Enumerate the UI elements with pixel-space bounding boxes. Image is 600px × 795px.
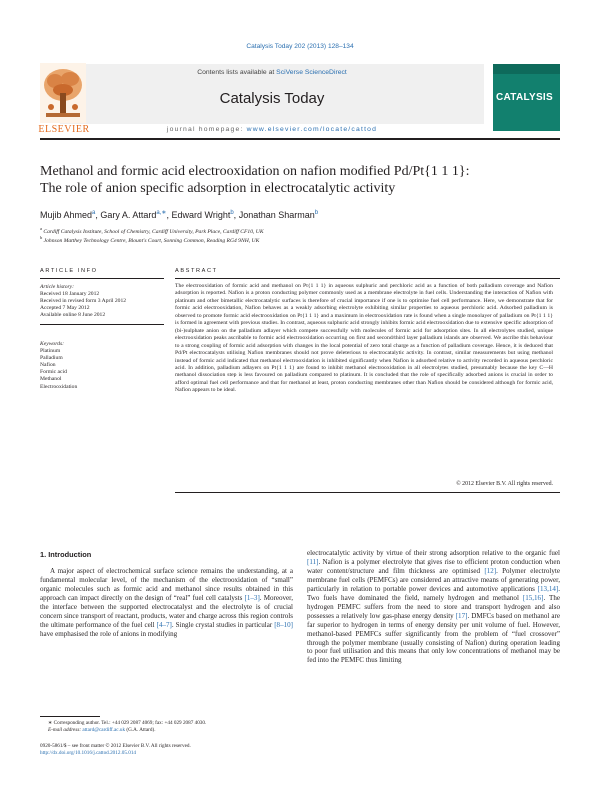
email-label: E-mail address: bbox=[48, 727, 83, 733]
journal-homepage-line bbox=[60, 126, 484, 133]
corresponding-author-footnote bbox=[48, 720, 293, 734]
email-suffix: (G.A. Attard). bbox=[125, 727, 156, 733]
keyword: Formic acid bbox=[40, 369, 67, 376]
body-text: electrocatalytic activity by virtue of their strong adsorption relative to the organic fuel bbox=[307, 549, 560, 557]
keywords-block bbox=[40, 341, 165, 391]
publisher-wordmark: ELSEVIER bbox=[38, 124, 90, 135]
intro-right-column bbox=[307, 549, 560, 665]
homepage-link[interactable]: www.elsevier.com/locate/cattod bbox=[246, 126, 378, 133]
author-name: Gary A. Attard bbox=[100, 210, 157, 220]
affiliation-text: Cardiff Catalysis Institute, School of Chemistry, Cardiff University, Park Place, Cardiff CF10, UK bbox=[43, 228, 264, 235]
affiliation-mark: b bbox=[40, 235, 43, 240]
author-affiliation-mark[interactable]: a bbox=[92, 210, 96, 216]
article-info-rule bbox=[40, 278, 164, 279]
keyword: Nafion bbox=[40, 362, 56, 369]
title-line-2: The role of anion specific adsorption in electrocatalytic activity bbox=[40, 181, 396, 196]
article-info-heading: ARTICLE INFO bbox=[40, 268, 98, 274]
journal-title: Catalysis Today bbox=[219, 90, 325, 107]
keywords-label: Keywords: bbox=[40, 341, 65, 347]
author-separator: , bbox=[233, 210, 239, 220]
keyword: Palladium bbox=[40, 355, 63, 362]
keyword: Platinum bbox=[40, 348, 61, 355]
abstract-text: The electrooxidation of formic acid and methanol on Pt{1 1 1} in aqueous sulphuric and perchloric acid as a function of both palladium coverage and Nafion adsorption is reported. Nafion is a proton conducting polymer commonly used as a membrane electrolyte in fuel cells. Understanding the interaction of Nafion with platinum and other bimetallic electrocatalytic surfaces is therefore of crucial importance if one is to optimise fuel cell performance. Here, we demonstrate that for formic acid electrooxidation, Nafion behaves as a weakly adsorbing electrolyte exhibiting similar properties to aqueous perchloric acid. Adsorbed palladium is observed to promote formic acid electrooxidation on Pt{1 1 1} and a maximum in electrooxidation rate is found when a single monolayer of palladium on Pt{1 1 1} is formed in agreement with previous studies. In contrast, aqueous sulphuric acid strongly inhibits formic acid electrooxidation due to extensive specific adsorption of (bi-)sulphate anion on the palladium adlayer which compete successfully with molecules of formic acid for adsorption sites. In all electrolytes studied, unique electrooxidation peaks ascribable to formic acid electrooxidation occurring on first and second/third layer palladium islands are observed. We ascribe this behaviour to a strong coupling of formic acid adsorption with changes in the local potential of zero total charge as a function of palladium coverage. Hence, it is deduced that Pd/Pt electrocatalysts utilising Nafion membranes should not prove deleterious to electrocatalytic activity. In contrast, similar measurements but using methanol instead of formic acid indicated that methanol electrooxidation is inhibited significantly when Nafion is adsorbed relative to activity recorded in aqueous perchloric acid. In addition, palladium adlayers on Pt{1 1 1} are found to inhibit methanol electrooxidation in all electrolytes studied, presumably because the key C—H methanol dissociation step is less favoured on palladium compared to platinum. It is concluded that the role of specifically adsorbed anions is crucial in order to afford optimal fuel cell performance and that for methanol at least, proton conducting membranes other than Nafion should be considered although for formic acid, Nafion appears to be ideal. bbox=[175, 283, 553, 394]
history-entry: Received 18 January 2012 bbox=[40, 291, 100, 298]
elsevier-tree-logo bbox=[40, 63, 86, 123]
body-text: . The hydrogen PEMFC suffers from the need to store and transport hydrogen and also possesses a relatively low gas-phase energy density bbox=[307, 593, 560, 620]
abstract-copyright: © 2012 Elsevier B.V. All rights reserved. bbox=[456, 481, 553, 487]
citation-link[interactable]: [12] bbox=[484, 566, 497, 575]
author-name: Mujib Ahmed bbox=[40, 210, 93, 220]
citation-link[interactable]: [17] bbox=[455, 611, 468, 620]
running-head[interactable]: Catalysis Today 202 (2013) 128–134 bbox=[246, 43, 354, 50]
citation-link[interactable]: [8–10] bbox=[274, 620, 293, 629]
citation-link[interactable]: [11] bbox=[307, 557, 319, 566]
journal-cover-image bbox=[493, 64, 560, 131]
body-text: have emphasised the role of anions in modifying bbox=[40, 629, 178, 638]
abstract-rule bbox=[175, 278, 560, 279]
citation-link[interactable]: [13,14] bbox=[537, 584, 559, 593]
corresponding-author: ∗ Corresponding author. Tel.: +44 029 2087 4069; fax: +44 029 2087 4030. bbox=[48, 720, 207, 726]
email-link[interactable]: attard@cardiff.ac.uk bbox=[82, 727, 126, 733]
contents-line bbox=[60, 69, 484, 76]
author-name: Edward Wright bbox=[171, 210, 231, 220]
author-list bbox=[40, 209, 560, 220]
article-history bbox=[40, 284, 165, 319]
body-text: . Nafion is a polymer electrolyte that gives rise to efficient proton conduction when water content/structure and film thickness are optimised bbox=[307, 557, 560, 575]
author-affiliation-mark[interactable]: a,∗ bbox=[156, 210, 167, 216]
email-line bbox=[48, 727, 293, 734]
homepage-prefix: journal homepage: bbox=[166, 126, 247, 133]
cover-top-band bbox=[493, 64, 560, 74]
author-affiliation-mark[interactable]: b bbox=[230, 210, 234, 216]
history-entry: Received in revised form 3 April 2012 bbox=[40, 298, 127, 305]
history-label: Article history: bbox=[40, 284, 75, 290]
sciencedirect-link[interactable]: SciVerse ScienceDirect bbox=[276, 69, 347, 76]
issn-line: 0920-5861/$ – see front matter © 2012 Elsevier B.V. All rights reserved. bbox=[40, 743, 191, 749]
author-separator: , bbox=[166, 210, 172, 220]
article-title bbox=[40, 163, 560, 197]
keyword: Electrooxidation bbox=[40, 383, 78, 390]
affiliation-text: Johnson Matthey Technology Centre, Blount's Court, Sonning Common, Reading RG4 9NH, UK bbox=[43, 237, 260, 244]
footnote-rule bbox=[40, 716, 100, 717]
body-text: A major aspect of electrochemical surface science remains the understanding, at a fundamental molecular level, of the mechanism of the electrooxidation of “small” organic molecules such as formic acid and methanol since results obtained in this approach can impact directly on the design of “real” fuel cell catalysts bbox=[40, 567, 293, 602]
issn-footnote bbox=[40, 743, 340, 757]
title-line-1: Methanol and formic acid electrooxidation on nafion modified Pd/Pt{1 1 1}: bbox=[40, 164, 470, 179]
history-entry: Accepted 7 May 2012 bbox=[40, 305, 90, 312]
intro-left-column bbox=[40, 567, 293, 639]
doi-link[interactable]: http://dx.doi.org/10.1016/j.cattod.2012.05.014 bbox=[40, 750, 137, 756]
abstract-bottom-rule bbox=[175, 492, 560, 493]
masthead-divider bbox=[40, 138, 560, 140]
contents-prefix: Contents lists available at bbox=[197, 69, 277, 76]
introduction-heading: 1. Introduction bbox=[40, 550, 92, 559]
affiliation-a bbox=[40, 226, 560, 235]
body-text: . Two fuels have dominated the field, namely hydrogen and methanol bbox=[307, 584, 560, 602]
author-name: Jonathan Sharman bbox=[238, 210, 315, 220]
body-text: . Moreover, the interface between the supported electrocatalyst and the electrolyte is of crucial concern since transport of reactant, products, water and charge across this region controls the ultimate performance of the fuel cell bbox=[40, 593, 293, 629]
abstract-heading: ABSTRACT bbox=[175, 268, 218, 274]
citation-link[interactable]: [15,16] bbox=[522, 593, 544, 602]
citation-link[interactable]: [4–7] bbox=[156, 620, 172, 629]
keyword: Methanol bbox=[40, 376, 62, 383]
affiliation-b bbox=[40, 235, 560, 244]
body-text: . DMFCs based on methanol are far superior to hydrogen in terms of energy density per unit volume of fuel. However, methanol-based PEMFCs suffer significantly from the problem of “fuel crossover” through the polymer membrane (usually consisting of Nafion) during operation leading to poor fuel utilisation and this means that only low concentrations of methanol may be fed into the PEMFC thus limiting bbox=[307, 611, 560, 665]
affiliation-mark: a bbox=[40, 226, 42, 231]
author-affiliation-mark[interactable]: b bbox=[314, 210, 319, 216]
history-entry: Available online 8 June 2012 bbox=[40, 312, 106, 319]
body-text: . Single crystal studies in particular bbox=[171, 620, 275, 629]
body-text: . Polymer electrolyte membrane fuel cells (PEMFCs) are considered an attractive means of generating power, particularly in relation to portable power devices and automotive applications bbox=[307, 566, 560, 593]
keywords-divider bbox=[40, 324, 164, 325]
cover-title: CATALYSIS bbox=[496, 92, 553, 103]
citation-link[interactable]: [1–3] bbox=[244, 593, 260, 602]
author-separator: , bbox=[95, 210, 101, 220]
